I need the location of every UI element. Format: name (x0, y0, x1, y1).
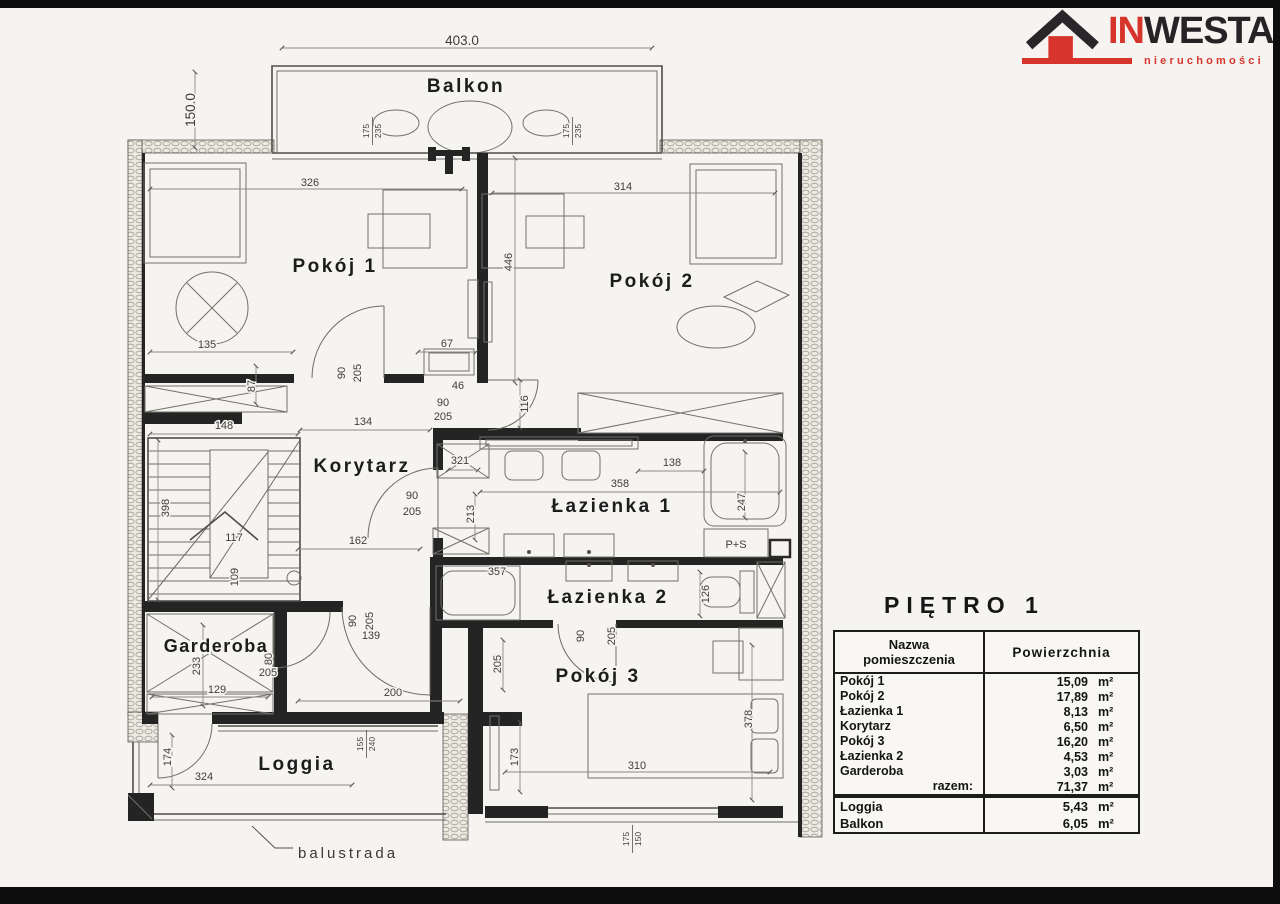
chair-pokoj2 (526, 216, 584, 248)
table-row: Pokój 2 17,89 m² (835, 689, 1138, 704)
window-tag: 235 (573, 123, 583, 139)
dim-117: 117 (225, 532, 243, 544)
dim-pokoj2-width: 314 (613, 181, 633, 193)
window-tag: 155 (355, 736, 365, 752)
dim-324: 324 (194, 771, 214, 783)
bed-pokoj2 (690, 164, 782, 264)
dim-213: 213 (465, 504, 477, 524)
room-label-lazienka1: Łazienka 1 (551, 496, 673, 517)
room-label-lazienka2: Łazienka 2 (547, 587, 669, 608)
balcony-table (428, 101, 512, 153)
table-row: Łazienka 2 4,53 m² (835, 749, 1138, 764)
dim-358: 358 (610, 478, 630, 490)
dim-door-205: 205 (433, 411, 453, 423)
dim-357: 357 (487, 566, 507, 578)
dim-pokoj1-width: 326 (300, 177, 320, 189)
dim-173: 173 (509, 747, 521, 767)
window-tag: 175 (561, 123, 571, 139)
brand-name-red: IN (1108, 10, 1144, 52)
dim-46: 46 (451, 380, 465, 392)
dim-87: 87 (246, 379, 258, 393)
table-total-row: razem: 71,37 m² (835, 779, 1138, 794)
dim-door-205: 205 (606, 626, 618, 646)
dim-door-205: 205 (364, 611, 376, 631)
dim-door-90: 90 (405, 490, 419, 502)
outdoor-area-table (833, 796, 1140, 834)
header-room-name: Nazwa pomieszczenia (835, 632, 985, 672)
shower-lazienka2 (436, 566, 520, 620)
brand-tagline: nieruchomości (1144, 55, 1264, 67)
dim-109: 109 (229, 567, 241, 587)
dim-balkon-depth: 150.0 (183, 93, 198, 127)
room-label-garderoba: Garderoba (163, 636, 269, 656)
door-lazienka1 (368, 468, 438, 538)
floor-title: PIĘTRO 1 (884, 592, 1045, 618)
room-label-korytarz: Korytarz (313, 456, 411, 477)
window-tag: 235 (373, 123, 383, 139)
dim-door-205: 205 (258, 667, 278, 679)
table-row: Pokój 3 16,20 m² (835, 734, 1138, 749)
dim-door-90: 90 (336, 366, 348, 380)
room-label-pokoj3: Pokój 3 (555, 666, 641, 687)
logo-house-icon (1022, 9, 1108, 65)
dim-door-90: 90 (436, 397, 450, 409)
room-label-balkon: Balkon (426, 76, 506, 97)
washer-dryer-label: P+S (725, 539, 747, 551)
desk-pokoj2 (482, 194, 564, 268)
sink-icon (562, 451, 600, 480)
bed-pokoj1 (144, 163, 246, 263)
door-pokoj1 (312, 306, 384, 378)
room-label-pokoj2: Pokój 2 (609, 271, 695, 292)
window-tag: 175 (361, 123, 371, 139)
brand-logo (1020, 6, 1276, 76)
dim-233: 233 (191, 656, 203, 676)
dim-129: 129 (207, 684, 227, 696)
dim-135: 135 (197, 339, 217, 351)
dim-door-80: 80 (263, 652, 275, 666)
dim-door-205: 205 (352, 363, 364, 383)
table-row: Balkon 6,05 m² (835, 815, 1138, 832)
dim-116: 116 (519, 395, 531, 413)
window-tag: 150 (633, 831, 643, 847)
dim-148: 148 (214, 420, 234, 432)
dim-67: 67 (440, 338, 454, 350)
table-row: Garderoba 3,03 m² (835, 764, 1138, 779)
rug-pokoj2 (724, 281, 789, 312)
dim-398: 398 (160, 498, 172, 518)
balustrada-label: balustrada (298, 845, 399, 862)
table-pokoj2 (677, 306, 755, 348)
room-label-loggia: Loggia (258, 754, 336, 775)
desk-pokoj3 (739, 628, 783, 680)
window-tag: 240 (367, 736, 377, 752)
dim-139: 139 (361, 630, 381, 642)
table-row: Loggia 5,43 m² (835, 798, 1138, 815)
radiator-icon (490, 716, 499, 790)
staircase (148, 438, 301, 601)
dim-pokoj2-height: 446 (503, 252, 515, 272)
furniture-pokoj2 (482, 164, 789, 433)
dim-126: 126 (700, 584, 712, 604)
dim-247: 247 (736, 492, 748, 512)
dim-134: 134 (353, 416, 373, 428)
dim-174: 174 (162, 747, 174, 767)
brand-name (1108, 4, 1273, 58)
balustrada-leader-line (252, 826, 293, 848)
desk-pokoj1 (383, 190, 467, 268)
chair-pokoj1 (368, 214, 430, 248)
sink-icon (505, 451, 543, 480)
dim-200: 200 (383, 687, 403, 699)
dim-door-205: 205 (492, 654, 504, 674)
bed-pokoj3 (588, 694, 783, 778)
dim-balkon-width: 403.0 (445, 33, 479, 48)
duct-box (770, 540, 790, 557)
brand-name-black: WESTA (1144, 10, 1274, 52)
header-area: Powierzchnia (1012, 644, 1111, 660)
dim-378: 378 (743, 709, 755, 729)
table-row: Korytarz 6,50 m² (835, 719, 1138, 734)
dim-door-90: 90 (347, 614, 359, 628)
table-row: Łazienka 1 8,13 m² (835, 704, 1138, 719)
area-summary-table (833, 630, 1140, 796)
dim-door-90: 90 (575, 629, 587, 643)
window-tag: 175 (621, 831, 631, 847)
dim-321: 321 (450, 455, 470, 467)
dim-162: 162 (348, 535, 368, 547)
dim-138: 138 (662, 457, 682, 469)
room-label-pokoj1: Pokój 1 (292, 256, 378, 277)
dim-door-205: 205 (402, 506, 422, 518)
logo-underline (1022, 58, 1132, 64)
table-row: Pokój 1 15,09 m² (835, 674, 1138, 689)
table-header-row (835, 632, 1138, 674)
dim-310: 310 (627, 760, 647, 772)
